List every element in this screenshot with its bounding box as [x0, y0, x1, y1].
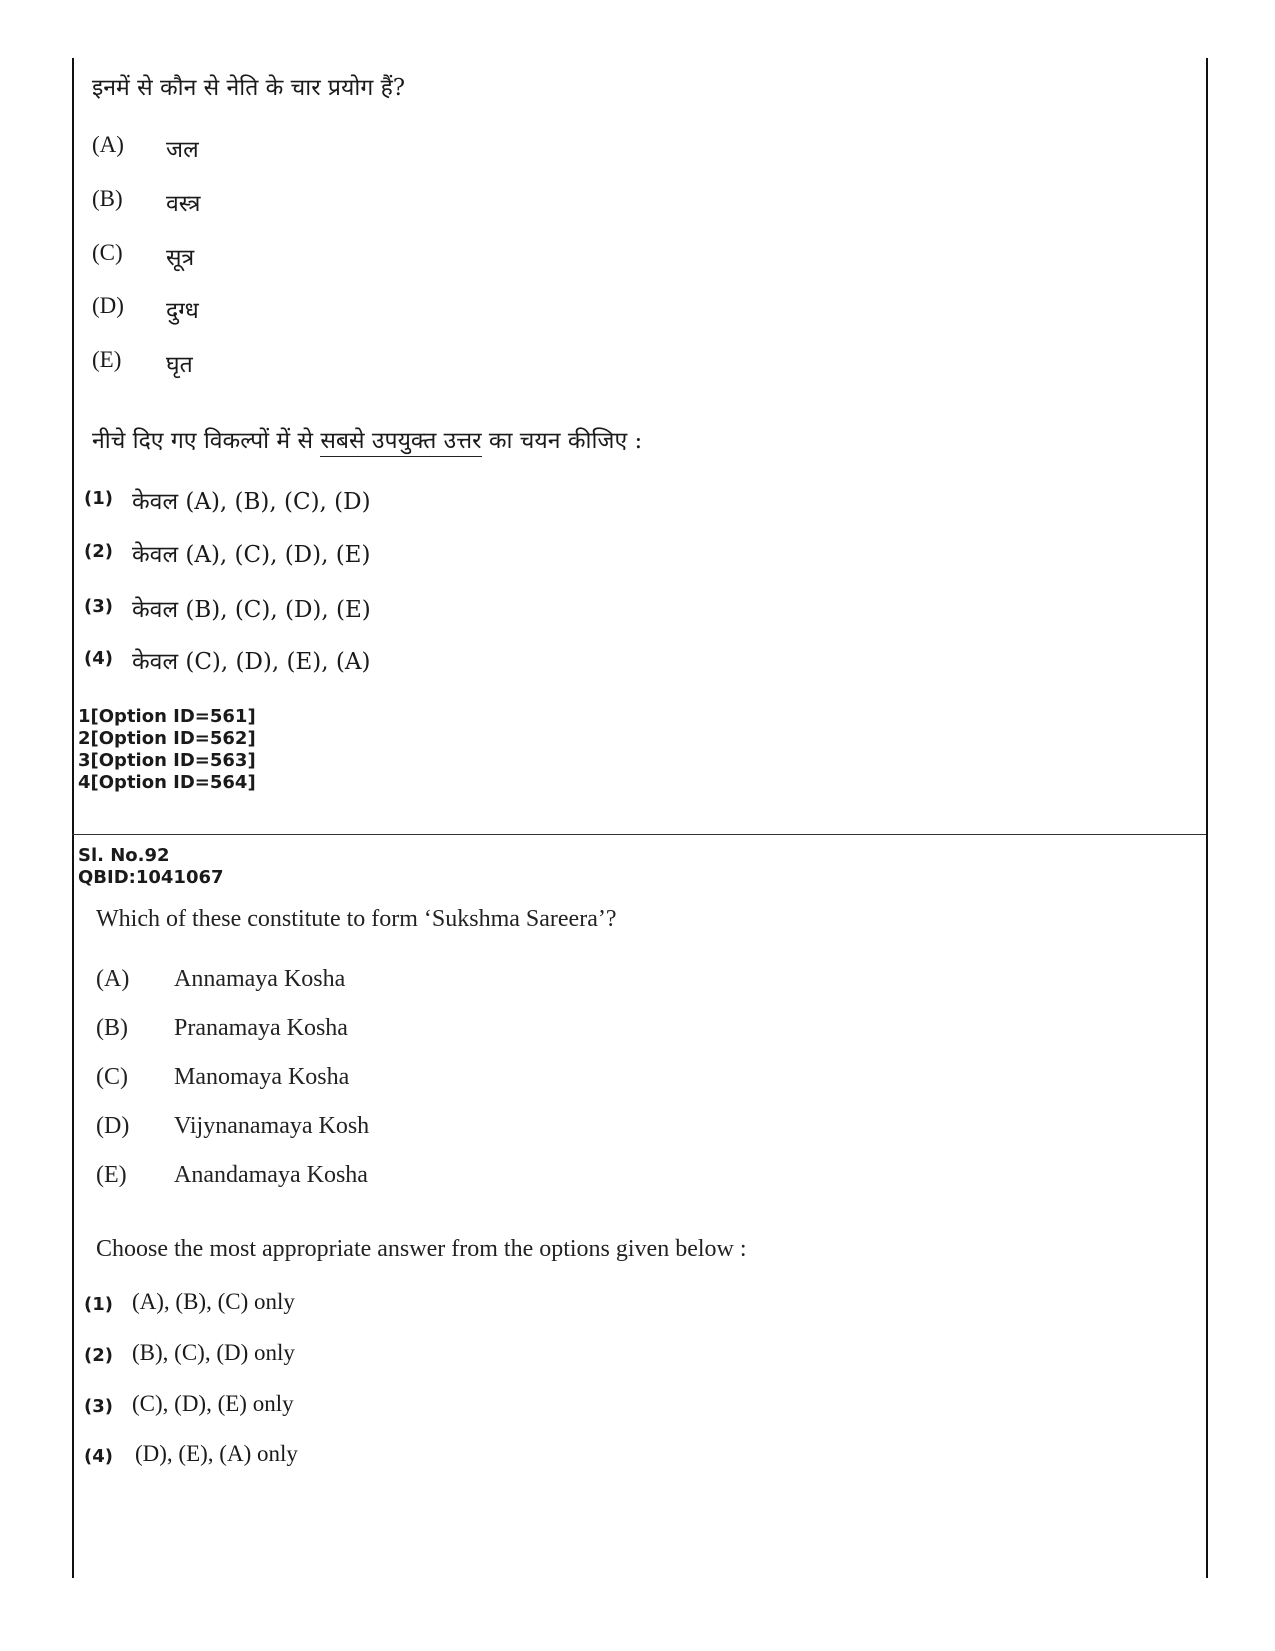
q92-choice-text: (C), (D), (E) only	[132, 1391, 294, 1416]
q91-choice-text: केवल (C), (D), (E), (A)	[132, 649, 371, 675]
q91-option-text: सूत्र	[166, 245, 195, 271]
q92-option-text: Manomaya Kosha	[174, 1064, 350, 1090]
q91-option-text: वस्त्र	[166, 191, 201, 217]
q91-choice-text: केवल (A), (B), (C), (D)	[132, 489, 371, 515]
option-id-line: 2[Option ID=562]	[78, 728, 256, 749]
q91-choice-text: केवल (A), (C), (D), (E)	[132, 542, 371, 568]
q92-choice-number: (1)	[84, 1294, 113, 1315]
q91-option-letter: (C)	[92, 240, 123, 265]
q91-option-letter: (E)	[92, 347, 122, 372]
q91-option-letter: (A)	[92, 132, 124, 157]
q91-choice-text: केवल (B), (C), (D), (E)	[132, 597, 371, 623]
question-bank-id: QBID:1041067	[78, 867, 224, 888]
q92-choice-text: (B), (C), (D) only	[132, 1340, 295, 1365]
q91-choice-number: (2)	[84, 541, 113, 562]
q92-option-letter: (B)	[96, 1015, 128, 1041]
q91-choice-number: (3)	[84, 596, 113, 617]
q92-option-text: Vijynanamaya Kosh	[174, 1113, 370, 1139]
q91-instruction-post: का चयन कीजिए :	[481, 428, 643, 454]
q92-option-text: Anandamaya Kosha	[174, 1162, 368, 1188]
option-id-line: 1[Option ID=561]	[78, 706, 256, 727]
q92-choice-number: (3)	[84, 1396, 113, 1417]
q91-option-text: घृत	[166, 352, 193, 378]
q91-instruction-pre: नीचे दिए गए विकल्पों में से	[92, 428, 321, 454]
q92-choice-number: (2)	[84, 1345, 113, 1366]
q92-choice-text: (D), (E), (A) only	[135, 1441, 298, 1466]
q92-option-letter: (D)	[96, 1113, 130, 1139]
q92-choice-text: (A), (B), (C) only	[132, 1289, 295, 1314]
q92-option-text: Annamaya Kosha	[174, 966, 346, 992]
q91-option-letter: (D)	[92, 293, 124, 318]
q92-option-text: Pranamaya Kosha	[174, 1015, 348, 1041]
q92-option-letter: (C)	[96, 1064, 128, 1090]
q91-choice-number: (1)	[84, 488, 113, 509]
q92-choice-number: (4)	[84, 1446, 113, 1467]
serial-number: Sl. No.92	[78, 845, 170, 866]
q92-instruction: Choose the most appropriate answer from the options given below :	[96, 1236, 747, 1262]
q91-instruction-underlined: सबसे उपयुक्त उत्तर	[320, 428, 481, 457]
option-id-line: 3[Option ID=563]	[78, 750, 256, 771]
question-divider	[72, 834, 1206, 835]
option-id-line: 4[Option ID=564]	[78, 772, 256, 793]
q91-option-text: दुग्ध	[166, 298, 199, 324]
q91-instruction	[92, 423, 642, 455]
q91-option-letter: (B)	[92, 186, 123, 211]
q91-choice-number: (4)	[84, 648, 113, 669]
question-92-prompt: Which of these constitute to form ‘Sukshma Sareera’?	[96, 906, 617, 932]
question-91-prompt: इनमें से कौन से नेति के चार प्रयोग हैं?	[92, 75, 406, 101]
q92-option-letter: (A)	[96, 966, 130, 992]
q91-option-text: जल	[166, 137, 199, 163]
q92-option-letter: (E)	[96, 1162, 127, 1188]
